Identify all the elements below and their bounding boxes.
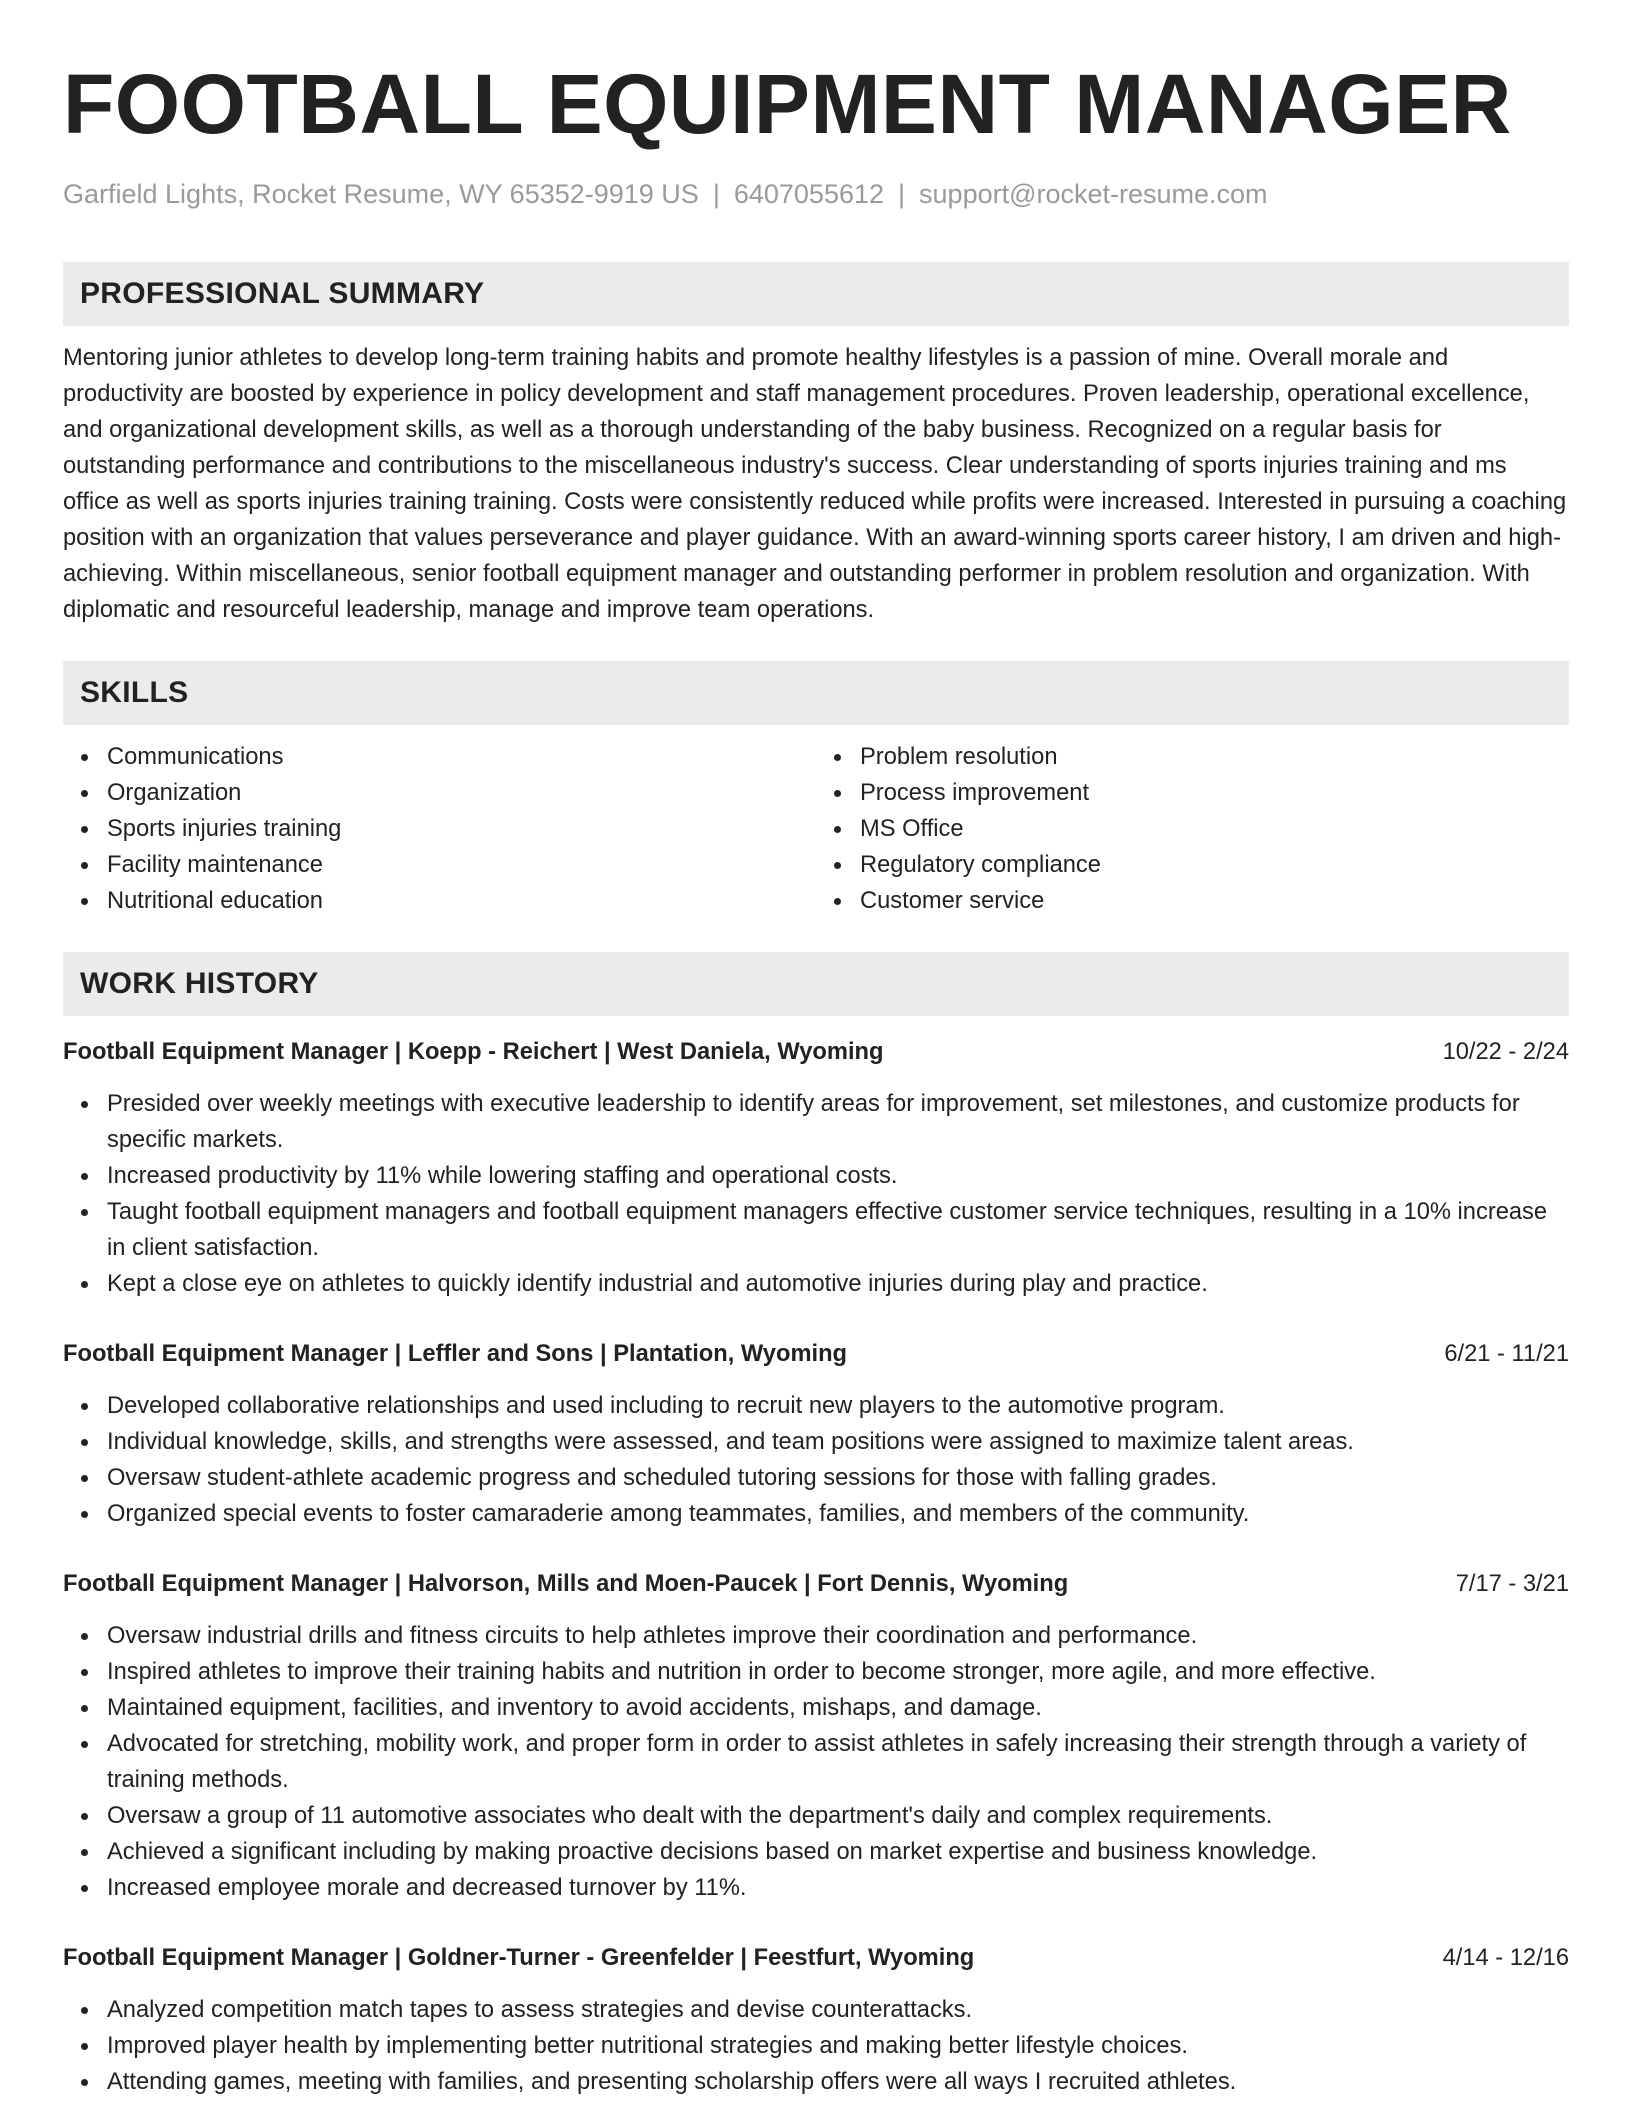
job-bullet: Maintained equipment, facilities, and inventory to avoid accidents, mishaps, and damage. — [107, 1690, 1569, 1726]
job-dates: 6/21 - 11/21 — [1444, 1341, 1569, 1367]
job-title: Football Equipment Manager | Halvorson, Mills and Moen-Paucek | Fort Dennis, Wyoming — [63, 1571, 1069, 1597]
job-heading — [63, 1940, 1569, 1976]
job-entry — [63, 1336, 1569, 1532]
job-bullet: Increased employee morale and decreased turnover by 11%. — [107, 1870, 1569, 1906]
job-entry — [63, 1566, 1569, 1906]
skills-column-right — [816, 739, 1569, 919]
page-title: FOOTBALL EQUIPMENT MANAGER — [63, 57, 1512, 151]
job-bullet: Individual knowledge, skills, and strengths were assessed, and team positions were assigned to maximize talent areas. — [107, 1424, 1569, 1460]
skill-item: Sports injuries training — [107, 811, 816, 847]
job-bullet: Presided over weekly meetings with executive leadership to identify areas for improvement, set milestones, and customize products for specific markets. — [107, 1086, 1569, 1158]
phone: 6407055612 — [733, 179, 885, 209]
job-bullet: Improved player health by implementing better nutritional strategies and making better lifestyle choices. — [107, 2028, 1569, 2064]
job-dates: 7/17 - 3/21 — [1455, 1571, 1569, 1597]
skill-item: Nutritional education — [107, 883, 816, 919]
skill-item: Facility maintenance — [107, 847, 816, 883]
job-title: Football Equipment Manager | Leffler and Sons | Plantation, Wyoming — [63, 1341, 848, 1367]
skill-item: Communications — [107, 739, 816, 775]
skill-item: Organization — [107, 775, 816, 811]
job-entry — [63, 1034, 1569, 1302]
job-entry — [63, 1940, 1569, 2100]
skill-item: Regulatory compliance — [860, 847, 1569, 883]
skill-item: Problem resolution — [860, 739, 1569, 775]
job-bullet: Organized special events to foster camaraderie among teammates, families, and members of the community. — [107, 1496, 1569, 1532]
contact-line — [63, 176, 1569, 212]
section-header-work-history: WORK HISTORY — [63, 952, 1569, 1016]
job-bullet: Achieved a significant including by making proactive decisions based on market expertise and business knowledge. — [107, 1834, 1569, 1870]
skill-item: Customer service — [860, 883, 1569, 919]
job-bullet: Attending games, meeting with families, and presenting scholarship offers were all ways I recruited athletes. — [107, 2064, 1569, 2100]
skill-item: MS Office — [860, 811, 1569, 847]
job-bullet: Advocated for stretching, mobility work, and proper form in order to assist athletes in safely increasing their strength through a variety of training methods. — [107, 1726, 1569, 1798]
section-header-skills: SKILLS — [63, 661, 1569, 725]
job-heading — [63, 1034, 1569, 1070]
job-bullet: Increased productivity by 11% while lowering staffing and operational costs. — [107, 1158, 1569, 1194]
job-bullet: Oversaw student-athlete academic progress and scheduled tutoring sessions for those with falling grades. — [107, 1460, 1569, 1496]
job-bullet: Analyzed competition match tapes to assess strategies and devise counterattacks. — [107, 1992, 1569, 2028]
job-dates: 4/14 - 12/16 — [1442, 1945, 1569, 1971]
job-heading — [63, 1336, 1569, 1372]
section-header-summary: PROFESSIONAL SUMMARY — [63, 262, 1569, 326]
job-dates: 10/22 - 2/24 — [1442, 1039, 1569, 1065]
job-heading — [63, 1566, 1569, 1602]
job-bullets — [63, 1618, 1569, 1906]
skill-item: Process improvement — [860, 775, 1569, 811]
job-title: Football Equipment Manager | Goldner-Turner - Greenfelder | Feestfurt, Wyoming — [63, 1945, 975, 1971]
summary-text: Mentoring junior athletes to develop long-term training habits and promote healthy lifestyles is a passion of mine. Overall morale and productivity are boosted by experience in policy development and staff management procedures. Proven leadership, operational excellence, and organizational development skills, as well as a thorough understanding of the baby business. Recognized on a regular basis for outstanding performance and contributions to the miscellaneous industry's success. Clear understanding of sports injuries training and ms office as well as sports injuries training training. Costs were consistently reduced while profits were increased. Interested in pursuing a coaching position with an organization that values perseverance and player guidance. With an award-winning sports career history, I am driven and high-achieving. Within miscellaneous, senior football equipment manager and outstanding performer in problem resolution and organization. With diplomatic and resourceful leadership, manage and improve team operations. — [63, 345, 1567, 623]
job-bullets — [63, 1388, 1569, 1532]
job-bullet: Oversaw industrial drills and fitness circuits to help athletes improve their coordination and performance. — [107, 1618, 1569, 1654]
email: support@rocket-resume.com — [919, 179, 1268, 209]
job-bullet: Oversaw a group of 11 automotive associates who dealt with the department's daily and complex requirements. — [107, 1798, 1569, 1834]
job-bullets — [63, 1992, 1569, 2100]
job-bullet: Kept a close eye on athletes to quickly identify industrial and automotive injuries during play and practice. — [107, 1266, 1569, 1302]
address: Garfield Lights, Rocket Resume, WY 65352-9919 US — [63, 179, 699, 209]
job-bullet: Taught football equipment managers and football equipment managers effective customer service techniques, resulting in a 10% increase in client satisfaction. — [107, 1194, 1569, 1266]
skills-list — [63, 739, 1569, 919]
job-bullets — [63, 1086, 1569, 1302]
contact-separator: | — [898, 179, 906, 209]
job-title: Football Equipment Manager | Koepp - Reichert | West Daniela, Wyoming — [63, 1039, 884, 1065]
job-bullet: Developed collaborative relationships and used including to recruit new players to the automotive program. — [107, 1388, 1569, 1424]
skills-column-left — [63, 739, 816, 919]
job-bullet: Inspired athletes to improve their training habits and nutrition in order to become stronger, more agile, and more effective. — [107, 1654, 1569, 1690]
contact-separator: | — [712, 179, 720, 209]
